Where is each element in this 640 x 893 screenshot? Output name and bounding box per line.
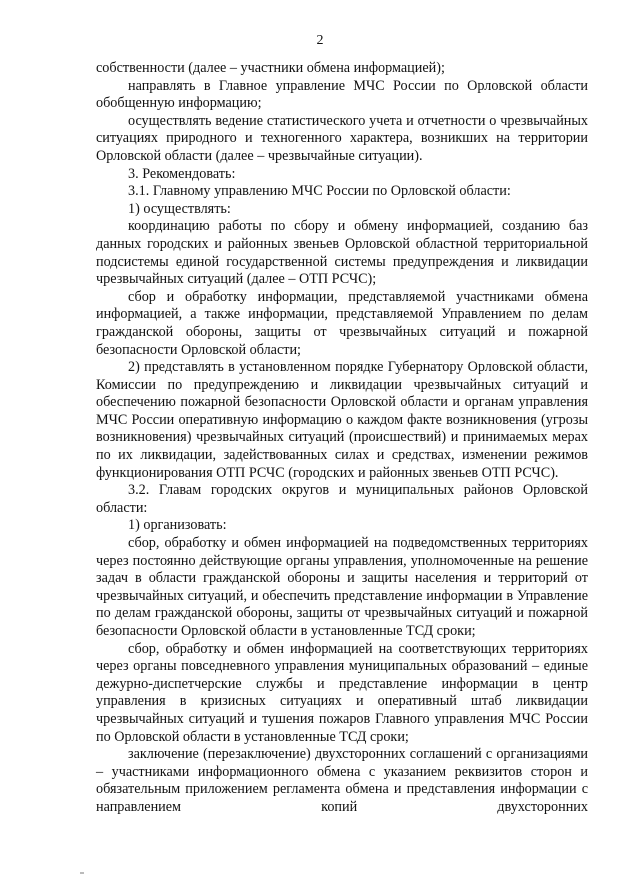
paragraph: собственности (далее – участники обмена информацией); [96,60,445,76]
paragraph: 2) представлять в установленном порядке Губернатору Орловской области, Комиссии по предупреждению и ликвидации чрезвычайных ситуаций и обеспечению пожарной безопасности Орловской области и органам управления МЧС России оперативную информацию о каждом факте возникновения (угрозы возникновения) чрезвычайных ситуаций (происшествий) и принимаемых мерах по их ликвидации, задействованных силах и средствах, изменении режимов функционирования ОТП РСЧС (городских и районных звеньев ОТП РСЧС). [96,359,588,481]
paragraph: направлять в Главное управление МЧС России по Орловской области обобщенную информацию; [96,77,588,112]
scan-speck [80,872,84,874]
page-number: 2 [316,33,324,48]
paragraph: осуществлять ведение статистического учета и отчетности о чрезвычайных ситуациях природного и техногенного характера, возникших на территории Орловской области (далее – чрезвычайные ситуации). [96,112,588,164]
paragraph: сбор, обработку и обмен информацией на соответствующих территориях через органы повседневного управления муниципальных образований – единые дежурно-диспетчерские службы и представление информации в центр управления в кризисных ситуациях и оперативный штаб ликвидации чрезвычайных ситуаций и тушения пожаров Главного управления МЧС России по Орловской области в установленные ТСД сроки; [96,640,588,745]
document-body [96,60,588,817]
paragraph: сбор, обработку и обмен информацией на подведомственных территориях через постоянно действующие органы управления, уполномоченные на решение задач в области гражданской обороны и защиты населения и территорий от чрезвычайных ситуаций, и обеспечить представление информации в Управление по делам гражданской обороны, защиты от чрезвычайных ситуаций и пожарной безопасности Орловской области в установленные ТСД сроки; [96,535,588,639]
subsection-heading: 3.2. Главам городских округов и муниципальных районов Орловской области: [96,482,588,516]
list-item-heading: 1) осуществлять: [128,200,231,217]
paragraph: координацию работы по сбору и обмену информацией, созданию баз данных городских и районных звеньев Орловской областной территориальной подсистемы единой государственной системы предупреждения и ликвидации чрезвычайных ситуаций (далее – ОТП РСЧС); [96,218,588,288]
paragraph: заключение (перезаключение) двухсторонних соглашений с организациями – участниками информационного обмена с указанием реквизитов сторон и обязательным приложением регламента обмена и представления информации с направлением копий двухсторонних [96,746,588,815]
paragraph: сбор и обработку информации, представляемой участниками обмена информацией, а также информации, представляемой Управлением по делам гражданской обороны, защиты от чрезвычайных ситуаций и пожарной безопасности Орловской области; [96,288,588,358]
subsection-heading: 3.1. Главному управлению МЧС России по Орловской области: [128,183,511,200]
section-heading: 3. Рекомендовать: [128,165,236,182]
list-item-heading: 1) организовать: [128,517,227,534]
